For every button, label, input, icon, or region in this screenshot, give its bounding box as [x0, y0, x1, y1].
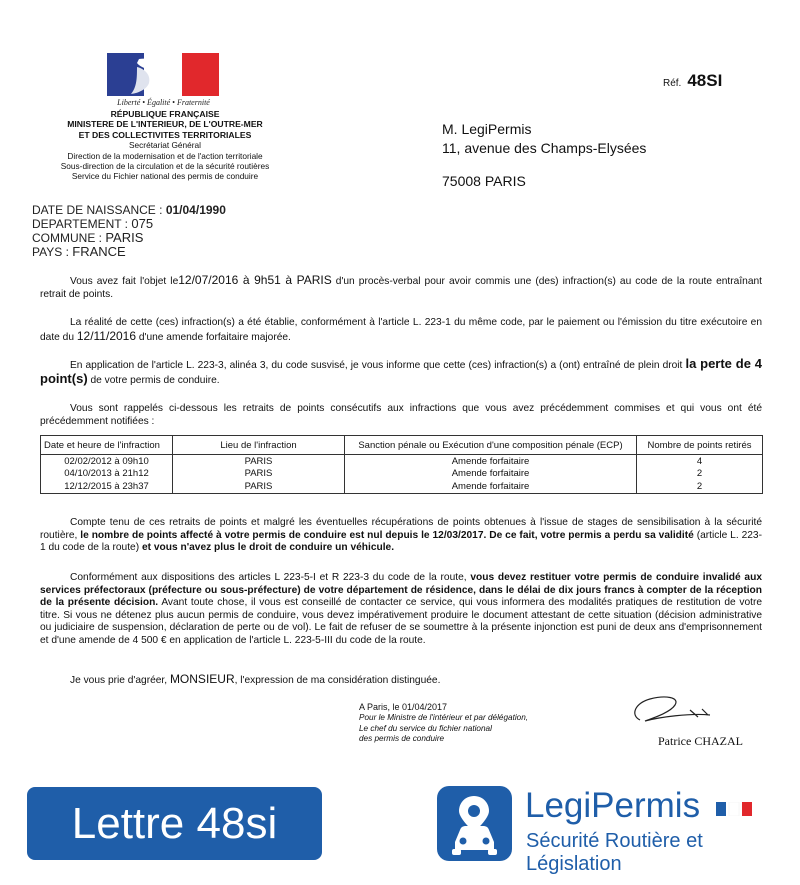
ministry-line: Sous-direction de la circulation et de la sécurité routières — [60, 161, 270, 172]
person-info — [32, 203, 226, 259]
brand-legi: Legi — [525, 786, 592, 825]
table-row — [41, 455, 763, 468]
ministry-line: Secrétariat Général — [129, 140, 201, 151]
paragraph-restitution — [40, 572, 762, 648]
paragraph-infraction — [40, 274, 762, 301]
p7-title: MONSIEUR — [169, 672, 235, 686]
cell-sanction: Amende forfaitaire — [345, 468, 637, 481]
reference — [663, 71, 722, 91]
ministry-line: MINISTERE DE L'INTERIEUR, DE L'OUTRE-MER — [67, 119, 263, 130]
country-value: FRANCE — [72, 244, 126, 259]
legipermis-car-pin-icon — [437, 786, 512, 861]
dept-label: DEPARTEMENT : — [32, 217, 129, 231]
p3-text: En application de l'article L. 223-3, alinéa 3, du code susvisé, je vous informe que cette (ces) infraction(s) a (ont) entraîné de plein droit — [70, 360, 683, 371]
p1-text-end: d'un procès-verbal pour avoir commis une (des) infraction(s) au code de la route entraînant retrait de points. — [40, 276, 762, 300]
cell-points: 2 — [637, 468, 763, 481]
table-row — [41, 480, 763, 493]
recipient-address — [442, 120, 646, 191]
cell-place: PARIS — [173, 480, 345, 493]
brand-name — [525, 786, 700, 826]
french-flag-icon — [716, 802, 752, 821]
p6-bold: vous devez restituer votre permis de conduire invalidé aux services préfectoraux (préfecture ou sous-préfecture) de votre département de résidence, dans le délai de dix jours francs à compter de la réception de la présente décision. — [40, 572, 762, 609]
recipient-street: 11, avenue des Champs-Elysées — [442, 140, 647, 156]
p6-text: Conformément aux dispositions des articles L 223-5-I et R 223-3 du code de la route, — [70, 572, 467, 583]
p3-text-end: de votre permis de conduire. — [90, 374, 220, 386]
country-label: PAYS : — [32, 245, 69, 259]
col-points: Nombre de points retirés — [637, 436, 763, 455]
table-row — [41, 468, 763, 481]
cell-sanction: Amende forfaitaire — [345, 455, 637, 468]
table-header-row — [41, 436, 763, 455]
cell-date: 12/12/2015 à 23h37 — [41, 480, 173, 493]
reference-label: Réf. — [663, 78, 682, 89]
republic-motto: Liberté • Égalité • Fraternité — [117, 98, 210, 107]
ministry-header — [20, 109, 310, 182]
paragraph-invalid — [40, 517, 762, 555]
p5-text: Compte tenu de ces retraits de points et malgré les éventuelles récupérations de points obtenues à l'issue de stages de sensibilisation à la sécurité routière, — [40, 517, 762, 541]
cell-place: PARIS — [173, 455, 345, 468]
p2-date: 12/11/2016 — [76, 328, 137, 343]
col-place: Lieu de l'infraction — [173, 436, 345, 455]
p2-text: La réalité de cette (ces) infraction(s) a été établie, conformément à l'article L. 223-1 du même code, par le paiement ou l'émission du titre exécutoire en date du — [40, 317, 762, 343]
ministry-line: Direction de la modernisation et de l'action territoriale — [67, 150, 263, 161]
paragraph-points-loss — [40, 358, 762, 387]
commune-value: PARIS — [105, 230, 144, 245]
recipient-name: M. LegiPermis — [442, 121, 532, 137]
p5-ref: (article L. 223-1 du code de la route) — [40, 529, 762, 554]
brand-permis: Permis — [591, 786, 701, 825]
handwritten-signature — [620, 685, 730, 735]
commune-label: COMMUNE : — [32, 231, 102, 245]
signature-line: des permis de conduire — [359, 734, 445, 744]
p7-text: Je vous prie d'agréer, — [70, 675, 168, 686]
p6-text-end: Avant toute chose, il vous est conseillé de contacter ce service, qui vous informera des modalités pratiques de restitution de votre titre. Si vous ne détenez plus aucun permis de conduire, vous devez impérativement produire le document attestant de cette situation (décision administrative ou judiciaire de suspension, déclaration de perte ou de vol). Le fait de refuser de se soumettre à la présente injonction est puni de deux ans d'emprisonnement et d'une amende de 4 500 € en application de l'article L. 223-5-III du code de la route. — [40, 597, 763, 646]
col-sanction: Sanction pénale ou Exécution d'une composition pénale (ECP) — [345, 436, 637, 455]
signer-name: Patrice CHAZAL — [658, 734, 743, 748]
republic-name: RÉPUBLIQUE FRANÇAISE — [110, 109, 220, 119]
letter-type-badge: Lettre 48si — [27, 787, 322, 860]
cell-points: 2 — [637, 480, 763, 493]
cell-date: 02/02/2012 à 09h10 — [41, 455, 173, 468]
signature-line: Le chef du service du fichier national — [359, 723, 492, 733]
paragraph-reminder — [40, 403, 762, 428]
birth-label: DATE DE NAISSANCE : — [32, 203, 163, 217]
points-loss: la perte de 4 point(s) — [40, 356, 762, 386]
marianne-logo — [107, 53, 219, 96]
p4-text: Vous sont rappelés ci-dessous les retraits de points consécutifs aux infractions que vous avez précédemment commises et qui vous ont été précédemment notifiées : — [40, 403, 762, 427]
p5-bold-end: et vous n'avez plus le droit de conduire un véhicule. — [141, 542, 395, 554]
p7-text-end: , l'expression de ma considération distinguée. — [234, 675, 441, 686]
p2-text-end: d'une amende forfaitaire majorée. — [138, 331, 291, 343]
recipient-city: 75008 PARIS — [442, 173, 526, 189]
cell-sanction: Amende forfaitaire — [345, 480, 637, 493]
cell-points: 4 — [637, 455, 763, 468]
reference-value: 48SI — [687, 71, 723, 90]
ministry-line: Service du Fichier national des permis de conduire — [71, 171, 259, 182]
ministry-line: ET DES COLLECTIVITES TERRITORIALES — [78, 129, 252, 140]
cell-place: PARIS — [173, 468, 345, 481]
p1-date: 12/07/2016 à 9h51 à PARIS — [178, 273, 332, 287]
signature-block — [359, 702, 528, 745]
cell-date: 04/10/2013 à 21h12 — [41, 468, 173, 481]
brand-tagline: Sécurité Routière et Législation — [526, 830, 703, 875]
signature-line: Pour le Ministre de l'intérieur et par délégation, — [359, 712, 529, 722]
col-date: Date et heure de l'infraction — [41, 436, 173, 455]
p5-bold: le nombre de points affecté à votre permis de conduire est nul depuis le 12/03/2017. De ce fait, votre permis a perdu sa validité — [80, 529, 694, 541]
dept-value: 075 — [131, 216, 154, 231]
paragraph-established — [40, 317, 762, 344]
signature-place-date: A Paris, le 01/04/2017 — [359, 702, 448, 712]
birth-value: 01/04/1990 — [165, 203, 226, 217]
p1-text: Vous avez fait l'objet le — [70, 276, 179, 287]
infractions-table — [40, 435, 763, 494]
